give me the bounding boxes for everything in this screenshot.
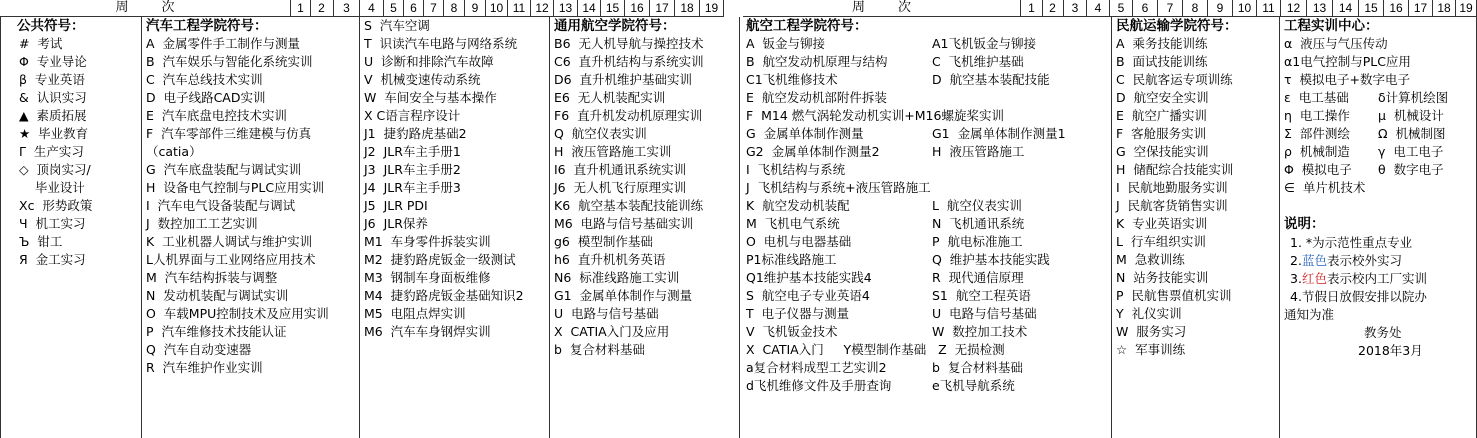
right-week-4: 4 — [1087, 0, 1110, 17]
left-week-3: 3 — [334, 0, 360, 17]
left-week-10: 10 — [486, 0, 508, 17]
aviation-engineering-symbol-item-a: Q1维护基本技能实践4 — [746, 270, 872, 285]
engineering-training-symbol-item-b: θ 数字电子 — [1378, 162, 1444, 177]
note-3-colored-word: 红色 — [1301, 271, 1327, 286]
general-aviation-symbol-item: K6 航空基本装配技能训练 — [554, 198, 704, 213]
public-symbol-item: ▲ 素质拓展 — [19, 108, 87, 123]
automotive-symbol-cont-item: M4 捷豹路虎钣金基础知识2 — [364, 288, 524, 303]
engineering-training-title: 工程实训中心： — [1284, 18, 1379, 34]
automotive-symbol-cont-item: M5 电阻点焊实训 — [364, 306, 466, 321]
right-week-8: 8 — [1183, 0, 1208, 17]
general-aviation-symbol-item: b 复合材料基础 — [554, 342, 645, 357]
aviation-engineering-symbol-item-a: O 电机与电器基础 — [746, 234, 852, 249]
left-week-11: 11 — [508, 0, 531, 17]
public-symbol-item: Γ 生产实习 — [19, 144, 84, 159]
right-week-15: 15 — [1359, 0, 1384, 17]
automotive-symbol-item: C 汽车总线技术实训 — [146, 72, 263, 87]
note-4-line-2: 通知为准 — [1284, 307, 1335, 322]
aviation-engineering-symbol-item-a: G2 金属单体制作测量2 — [746, 144, 880, 159]
left-week-2: 2 — [310, 0, 334, 17]
general-aviation-symbol-item: g6 模型制作基础 — [554, 234, 653, 249]
aviation-engineering-symbol-item-b: D 航空基本装配技能 — [932, 72, 1050, 87]
engineering-training-symbol-item-a: ε 电工基础 — [1284, 90, 1349, 105]
aviation-engineering-symbol-item-b: P 航电标准施工 — [932, 234, 1023, 249]
week-label-left: 周 次 — [0, 0, 290, 17]
signoff: 教务处 — [1364, 325, 1402, 340]
automotive-symbol-item: G 汽车底盘装配与调试实训 — [146, 162, 302, 177]
civil-aviation-symbol-item: W 服务实习 — [1116, 324, 1187, 339]
engineering-training-symbol-item-a: ∈ 单片机技术 — [1284, 180, 1366, 195]
automotive-symbol-cont-item: J3 JLR车主手册2 — [364, 162, 461, 177]
automotive-symbol-cont-item: W 车间安全与基本操作 — [364, 90, 497, 105]
aviation-engineering-symbol-item-a: F M14 燃气涡轮发动机实训+M16螺旋桨实训 — [746, 108, 1004, 123]
right-week-16: 16 — [1384, 0, 1409, 17]
civil-aviation-symbol-item: K 专业英语实训 — [1116, 216, 1208, 231]
automotive-symbol-cont-item: M2 捷豹路虎钣金一级测试 — [364, 252, 516, 267]
left-week-14: 14 — [578, 0, 601, 17]
aviation-engineering-symbol-item-b: Q 维护基本技能实践 — [932, 252, 1050, 267]
left-week-18: 18 — [675, 0, 700, 17]
general-aviation-symbol-item: I6 直升机通讯系统实训 — [554, 162, 687, 177]
left-week-8: 8 — [444, 0, 465, 17]
civil-aviation-symbols-column — [1112, 17, 1280, 438]
right-week-17: 17 — [1409, 0, 1433, 17]
left-week-1: 1 — [290, 0, 311, 17]
aviation-engineering-symbol-item-a: S 航空电子专业英语4 — [746, 288, 870, 303]
public-symbol-item: Я 金工实习 — [19, 252, 86, 267]
automotive-symbol-cont-item: J4 JLR车主手册3 — [364, 180, 461, 195]
civil-aviation-symbol-item: ☆ 军事训练 — [1116, 342, 1186, 357]
aviation-engineering-symbol-item-b: S1 航空工程英语 — [932, 288, 1031, 303]
left-week-19: 19 — [700, 0, 724, 17]
automotive-symbol-cont-item: M1 车身零件拆装实训 — [364, 234, 491, 249]
automotive-symbol-item: L人机界面与工业网络应用技术 — [146, 252, 316, 267]
automotive-symbols-continued-column — [360, 17, 550, 438]
automotive-symbol-cont-item: M3 钢制车身面板维修 — [364, 270, 491, 285]
aviation-engineering-symbol-item-b: L 航空仪表实训 — [932, 198, 1022, 213]
notes-title: 说明： — [1284, 216, 1325, 232]
civil-aviation-symbol-item: I 民航地勤服务实训 — [1116, 180, 1228, 195]
aviation-engineering-symbol-item-b: W 数控加工技术 — [932, 324, 1028, 339]
automotive-symbol-item: E 汽车底盘电控技术实训 — [146, 108, 287, 123]
public-symbol-item: Ч 机工实习 — [19, 216, 86, 231]
aviation-engineering-symbol-item-a: K 航空发动机装配 — [746, 198, 850, 213]
right-week-12: 12 — [1281, 0, 1307, 17]
engineering-training-column — [1280, 17, 1477, 438]
general-aviation-symbol-item: C6 直升机结构与系统实训 — [554, 54, 704, 69]
aviation-engineering-symbol-item-a: T 电子仪器与测量 — [746, 306, 850, 321]
automotive-symbol-item: P 汽车维修技术技能认证 — [146, 324, 287, 339]
general-aviation-symbol-item: h6 直升机机务英语 — [554, 252, 666, 267]
aviation-engineering-symbol-item-b: R 现代通信原理 — [932, 270, 1024, 285]
aviation-engineering-symbol-item-a: B 航空发动机原理与结构 — [746, 54, 888, 69]
civil-aviation-symbol-item: F 客舱服务实训 — [1116, 126, 1207, 141]
automotive-symbol-item: R 汽车维护作业实训 — [146, 360, 263, 375]
engineering-training-symbol-item-a: Σ 部件测绘 — [1284, 126, 1350, 141]
automotive-symbol-cont-item: T 识读汽车电路与网络系统 — [364, 36, 518, 51]
left-week-12: 12 — [531, 0, 554, 17]
left-week-9: 9 — [465, 0, 486, 17]
civil-aviation-symbol-item: J 民航客货销售实训 — [1116, 198, 1228, 213]
right-week-6: 6 — [1133, 0, 1158, 17]
public-symbol-item: β 专业英语 — [19, 72, 85, 87]
aviation-engineering-symbol-item-b: G1 金属单体制作测量1 — [932, 126, 1066, 141]
engineering-training-symbol-item-b: γ 电工电子 — [1378, 144, 1444, 159]
civil-aviation-symbol-item: A 乘务技能训练 — [1116, 36, 1208, 51]
civil-aviation-symbol-item: H 储配综合技能实训 — [1116, 162, 1234, 177]
engineering-training-symbol-item-a: α1电气控制与PLC应用 — [1284, 54, 1411, 69]
aviation-engineering-symbol-item-a: E 航空发动机部附件拆装 — [746, 90, 887, 105]
automotive-symbol-cont-item: J1 捷豹路虎基础2 — [364, 126, 467, 141]
right-week-18: 18 — [1433, 0, 1456, 17]
public-symbols-title: 公共符号： — [17, 18, 85, 34]
civil-aviation-symbols-title: 民航运输学院符号： — [1116, 18, 1238, 34]
general-aviation-symbol-item: F6 直升机发动机原理实训 — [554, 108, 703, 123]
note-2-prefix: 2. — [1290, 253, 1302, 268]
aviation-engineering-symbol-item-b: H 液压管路施工 — [932, 144, 1025, 159]
public-symbol-item: & 认识实习 — [19, 90, 87, 105]
aviation-engineering-symbol-item-a: A 钣金与铆接 — [746, 36, 825, 51]
automotive-symbol-cont-item: J5 JLR PDI — [364, 198, 428, 213]
general-aviation-symbol-item: M6 电路与信号基础实训 — [554, 216, 694, 231]
aviation-engineering-symbols-title: 航空工程学院符号： — [746, 18, 868, 34]
automotive-symbol-item: Q 汽车自动变速器 — [146, 342, 252, 357]
note-2-colored-word: 蓝色 — [1301, 253, 1327, 268]
automotive-symbol-cont-item: J2 JLR车主手册1 — [364, 144, 461, 159]
aviation-engineering-symbol-item-a: V 飞机钣金技术 — [746, 324, 838, 339]
public-symbol-item: Φ 专业导论 — [19, 54, 87, 69]
automotive-symbol-cont-item: V 机械变速传动系统 — [364, 72, 481, 87]
civil-aviation-symbol-item: B 面试技能训练 — [1116, 54, 1208, 69]
right-week-9: 9 — [1208, 0, 1233, 17]
general-aviation-symbol-item: D6 直升机维护基础实训 — [554, 72, 693, 87]
note-3 — [1290, 270, 1427, 288]
note-4-line-1: 4.节假日放假安排以院办 — [1290, 289, 1427, 304]
automotive-symbol-item: K 工业机器人调试与维护实训 — [146, 234, 313, 249]
general-aviation-symbol-item: E6 无人机装配实训 — [554, 90, 666, 105]
aviation-engineering-symbol-item-a: C1飞机维修技术 — [746, 72, 838, 87]
general-aviation-symbol-item: N6 标准线路施工实训 — [554, 270, 680, 285]
automotive-symbol-item: B 汽车娱乐与智能化系统实训 — [146, 54, 313, 69]
civil-aviation-symbol-item: E 航空广播实训 — [1116, 108, 1207, 123]
general-aviation-symbol-item: H 液压管路施工实训 — [554, 144, 672, 159]
aviation-engineering-symbol-item-a: P1标准线路施工 — [746, 252, 837, 267]
automotive-symbol-item: （catia） — [146, 144, 202, 159]
engineering-training-symbol-item-b: Ω 机械制图 — [1378, 126, 1446, 141]
aviation-engineering-symbols-column — [740, 17, 1112, 438]
automotive-symbol-item: N 发动机装配与调试实训 — [146, 288, 289, 303]
general-aviation-symbols-title: 通用航空学院符号： — [554, 18, 676, 34]
right-week-13: 13 — [1307, 0, 1333, 17]
public-symbol-item: ★ 毕业教育 — [19, 126, 89, 141]
aviation-engineering-symbol-item-b: C 飞机维护基础 — [932, 54, 1024, 69]
left-week-4: 4 — [360, 0, 384, 17]
public-symbols-column — [0, 17, 142, 438]
left-week-7: 7 — [424, 0, 444, 17]
public-symbol-item: 毕业设计 — [19, 180, 85, 195]
aviation-engineering-symbol-item-b: b 复合材料基础 — [932, 360, 1023, 375]
note-3-rest: 表示校内工厂实训 — [1326, 271, 1427, 286]
note-3-prefix: 3. — [1290, 271, 1302, 286]
right-week-11: 11 — [1257, 0, 1281, 17]
general-aviation-symbol-item: X CATIA入门及应用 — [554, 324, 670, 339]
note-1: 1. *为示范性重点专业 — [1290, 235, 1413, 250]
right-week-5: 5 — [1110, 0, 1133, 17]
civil-aviation-symbol-item: M 急救训练 — [1116, 252, 1185, 267]
engineering-training-symbol-item-b: μ 机械设计 — [1378, 108, 1444, 123]
engineering-training-symbol-item-a: α 液压与气压传动 — [1284, 36, 1388, 51]
automotive-symbol-cont-item: S 汽车空调 — [364, 18, 430, 33]
aviation-engineering-symbol-item-a: M 飞机电气系统 — [746, 216, 840, 231]
aviation-engineering-symbol-item-a: G 金属单体制作测量 — [746, 126, 864, 141]
engineering-training-symbol-item-a: τ 模拟电子+数字电子 — [1284, 72, 1410, 87]
left-week-6: 6 — [404, 0, 424, 17]
public-symbol-item: Ъ 钳工 — [19, 234, 63, 249]
right-week-3: 3 — [1064, 0, 1087, 17]
civil-aviation-symbol-item: N 站务技能实训 — [1116, 270, 1209, 285]
left-week-5: 5 — [384, 0, 404, 17]
aviation-engineering-symbol-item-b: A1飞机钣金与铆接 — [932, 36, 1037, 51]
automotive-symbol-cont-item: J6 JLR保养 — [364, 216, 428, 231]
right-week-7: 7 — [1158, 0, 1183, 17]
civil-aviation-symbol-item: G 空保技能实训 — [1116, 144, 1209, 159]
engineering-training-symbol-item-a: ρ 机械制造 — [1284, 144, 1350, 159]
general-aviation-symbol-item: G1 金属单体制作与测量 — [554, 288, 693, 303]
left-week-15: 15 — [601, 0, 625, 17]
aviation-engineering-symbol-item-b: N 飞机通讯系统 — [932, 216, 1025, 231]
engineering-training-symbol-item-a: η 电工操作 — [1284, 108, 1350, 123]
public-symbol-item: Xc 形势政策 — [19, 198, 93, 213]
automotive-symbol-cont-item: M6 汽车车身钢焊实训 — [364, 324, 491, 339]
civil-aviation-symbol-item: C 民航客运专项训练 — [1116, 72, 1233, 87]
automotive-symbol-item: A 金属零件手工制作与测量 — [146, 36, 300, 51]
left-week-16: 16 — [625, 0, 650, 17]
right-week-10: 10 — [1233, 0, 1257, 17]
automotive-symbol-cont-item: X C语言程序设计 — [364, 108, 461, 123]
automotive-symbol-cont-item: U 诊断和排除汽车故障 — [364, 54, 494, 69]
civil-aviation-symbol-item: P 民航售票值机实训 — [1116, 288, 1232, 303]
automotive-symbol-item: I 汽车电气设备装配与调试 — [146, 198, 296, 213]
civil-aviation-symbol-item: D 航空安全实训 — [1116, 90, 1209, 105]
automotive-symbol-item: O 车载MPU控制技术及应用实训 — [146, 306, 329, 321]
issue-date: 2018年3月 — [1358, 343, 1423, 358]
public-symbol-item: ◇ 顶岗实习/ — [19, 162, 91, 177]
right-week-14: 14 — [1333, 0, 1359, 17]
right-week-2: 2 — [1042, 0, 1064, 17]
automotive-symbols-column — [142, 17, 360, 438]
right-week-19: 19 — [1456, 0, 1477, 17]
aviation-engineering-symbol-item-a: I 飞机结构与系统 — [746, 162, 846, 177]
left-week-17: 17 — [650, 0, 675, 17]
general-aviation-symbol-item: B6 无人机导航与操控技术 — [554, 36, 704, 51]
aviation-engineering-symbol-item-a: X CATIA入门 Y模型制作基础 Z 无损检测 — [746, 342, 1005, 357]
automotive-symbols-title: 汽车工程学院符号： — [146, 18, 268, 34]
engineering-training-symbol-item-b: δ计算机绘图 — [1378, 90, 1449, 105]
engineering-training-symbol-item-a: Φ 模拟电子 — [1284, 162, 1352, 177]
automotive-symbol-item: F 汽车零部件三维建模与仿真 — [146, 126, 312, 141]
automotive-symbol-item: H 设备电气控制与PLC应用实训 — [146, 180, 325, 195]
aviation-engineering-symbol-item-b: e飞机导航系统 — [932, 378, 1015, 393]
civil-aviation-symbol-item: L 行车组织实训 — [1116, 234, 1206, 249]
general-aviation-symbol-item: Q 航空仪表实训 — [554, 126, 647, 141]
general-aviation-symbol-item: J6 无人机飞行原理实训 — [554, 180, 687, 195]
aviation-engineering-symbol-item-a: d飞机维修文件及手册查询 — [746, 378, 892, 393]
left-week-13: 13 — [554, 0, 578, 17]
right-week-1: 1 — [1020, 0, 1043, 17]
aviation-engineering-symbol-item-a: J 飞机结构与系统+液压管路施工 — [746, 180, 931, 195]
general-aviation-symbol-item: U 电路与信号基础 — [554, 306, 659, 321]
public-symbol-item: # 考试 — [19, 36, 63, 51]
general-aviation-symbols-column — [550, 17, 740, 438]
civil-aviation-symbol-item: Y 礼仪实训 — [1116, 306, 1182, 321]
week-label-right: 周 次 — [743, 0, 1020, 17]
automotive-symbol-item: J 数控加工工艺实训 — [146, 216, 258, 231]
automotive-symbol-item: M 汽车结构拆装与调整 — [146, 270, 278, 285]
note-2-rest: 表示校外实习 — [1326, 253, 1402, 268]
note-2 — [1290, 252, 1402, 270]
aviation-engineering-symbol-item-a: a复合材料成型工艺实训2 — [746, 360, 887, 375]
week-header-row — [0, 0, 1477, 17]
aviation-engineering-symbol-item-b: U 电路与信号基础 — [932, 306, 1037, 321]
automotive-symbol-item: D 电子线路CAD实训 — [146, 90, 266, 105]
